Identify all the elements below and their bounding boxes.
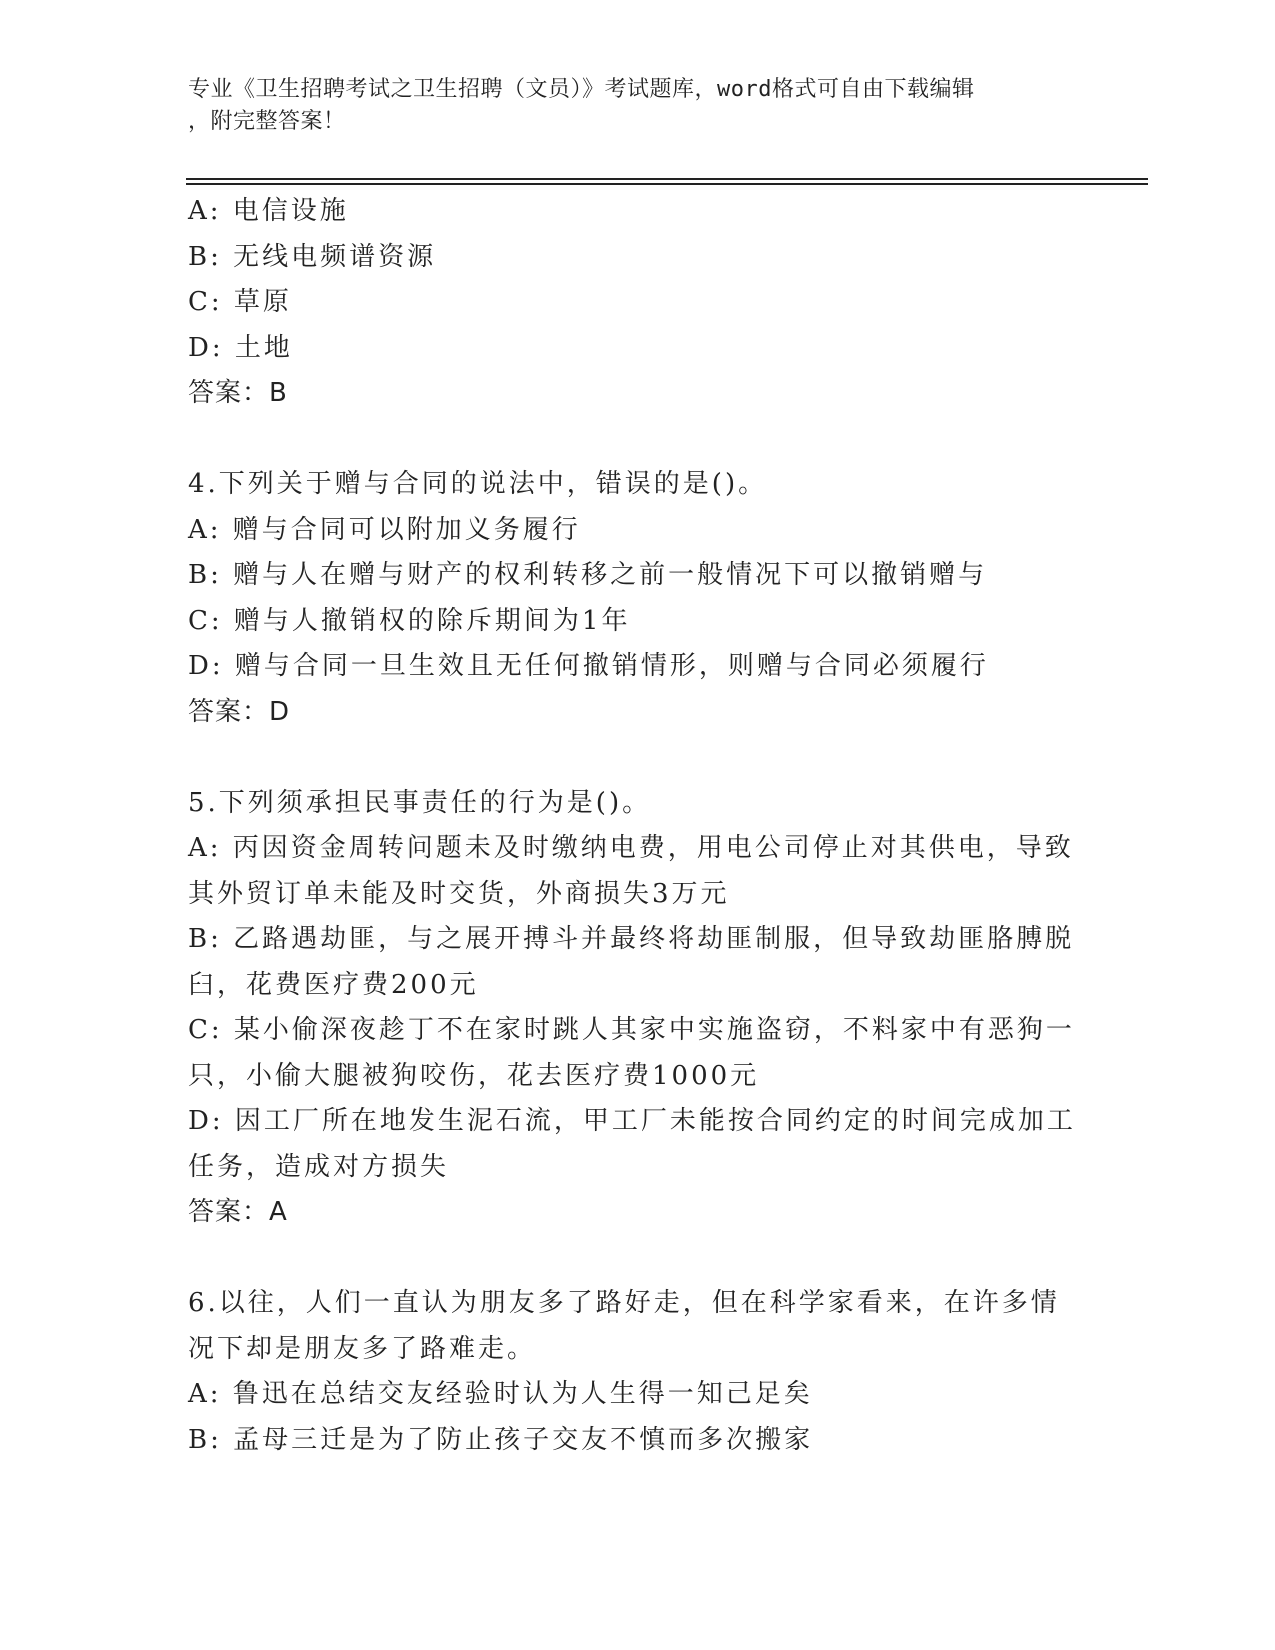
question-text: 4.下列关于赠与合同的说法中，错误的是()。 (188, 469, 768, 499)
option-c: C: 草原 (188, 287, 292, 317)
option-d: D: 土地 (188, 332, 293, 363)
spacer (188, 1236, 1088, 1282)
option-a: A: 赠与合同可以附加义务履行 (188, 514, 581, 545)
option-a-line-2: 其外贸订单未能及时交货，外商损失3万元 (188, 878, 730, 909)
option-a-line-1: A: 丙因资金周转问题未及时缴纳电费，用电公司停止对其供电，导致 (188, 833, 1074, 863)
question-text: 5.下列须承担民事责任的行为是()。 (188, 787, 652, 818)
option-b: B: 孟母三迁是为了防止孩子交友不慎而多次搬家 (188, 1424, 814, 1455)
option-a: A: 鲁迅在总结交友经验时认为人生得一知己足矣 (188, 1379, 813, 1409)
option-b: B: 无线电频谱资源 (188, 241, 437, 272)
spacer (188, 417, 1088, 463)
header-line-1: 专业《卫生招聘考试之卫生招聘（文员）》考试题库，word格式可自由下载编辑 (188, 77, 975, 102)
spacer (188, 735, 1088, 781)
option-d: D: 赠与合同一旦生效且无任何撤销情形，则赠与合同必须履行 (188, 651, 989, 681)
question-6 (188, 1281, 1088, 1463)
option-b: B: 赠与人在赠与财产的权利转移之前一般情况下可以撤销赠与 (188, 560, 988, 590)
header-rule-top (186, 178, 1148, 180)
answer: 答案：A (188, 1197, 288, 1227)
answer: 答案：D (188, 696, 291, 727)
option-b-line-1: B: 乙路遇劫匪，与之展开搏斗并最终将劫匪制服，但导致劫匪胳膊脱 (188, 924, 1075, 954)
question-content (188, 189, 1088, 1463)
option-b-line-2: 臼，花费医疗费200元 (188, 969, 479, 1000)
header-rule-bottom (186, 183, 1148, 185)
option-c-line-1: C: 某小偷深夜趁丁不在家时跳人其家中实施盗窃，不料家中有恶狗一 (188, 1015, 1075, 1045)
option-d-line-1: D: 因工厂所在地发生泥石流，甲工厂未能按合同约定的时间完成加工 (188, 1106, 1076, 1136)
question-3 (188, 189, 1088, 417)
question-text-line-2: 况下却是朋友多了路难走。 (188, 1333, 537, 1364)
option-c: C: 赠与人撤销权的除斥期间为1年 (188, 605, 631, 636)
question-text-line-1: 6.以往，人们一直认为朋友多了路好走，但在科学家看来，在许多情 (188, 1288, 1060, 1318)
question-5 (188, 781, 1088, 1236)
header-line-2: ，附完整答案！ (188, 109, 346, 134)
answer: 答案：B (188, 378, 288, 408)
document-header (188, 74, 1068, 138)
question-4 (188, 462, 1088, 735)
option-d-line-2: 任务，造成对方损失 (188, 1151, 450, 1182)
option-a: A: 电信设施 (188, 196, 349, 226)
option-c-line-2: 只，小偷大腿被狗咬伤，花去医疗费1000元 (188, 1060, 760, 1091)
